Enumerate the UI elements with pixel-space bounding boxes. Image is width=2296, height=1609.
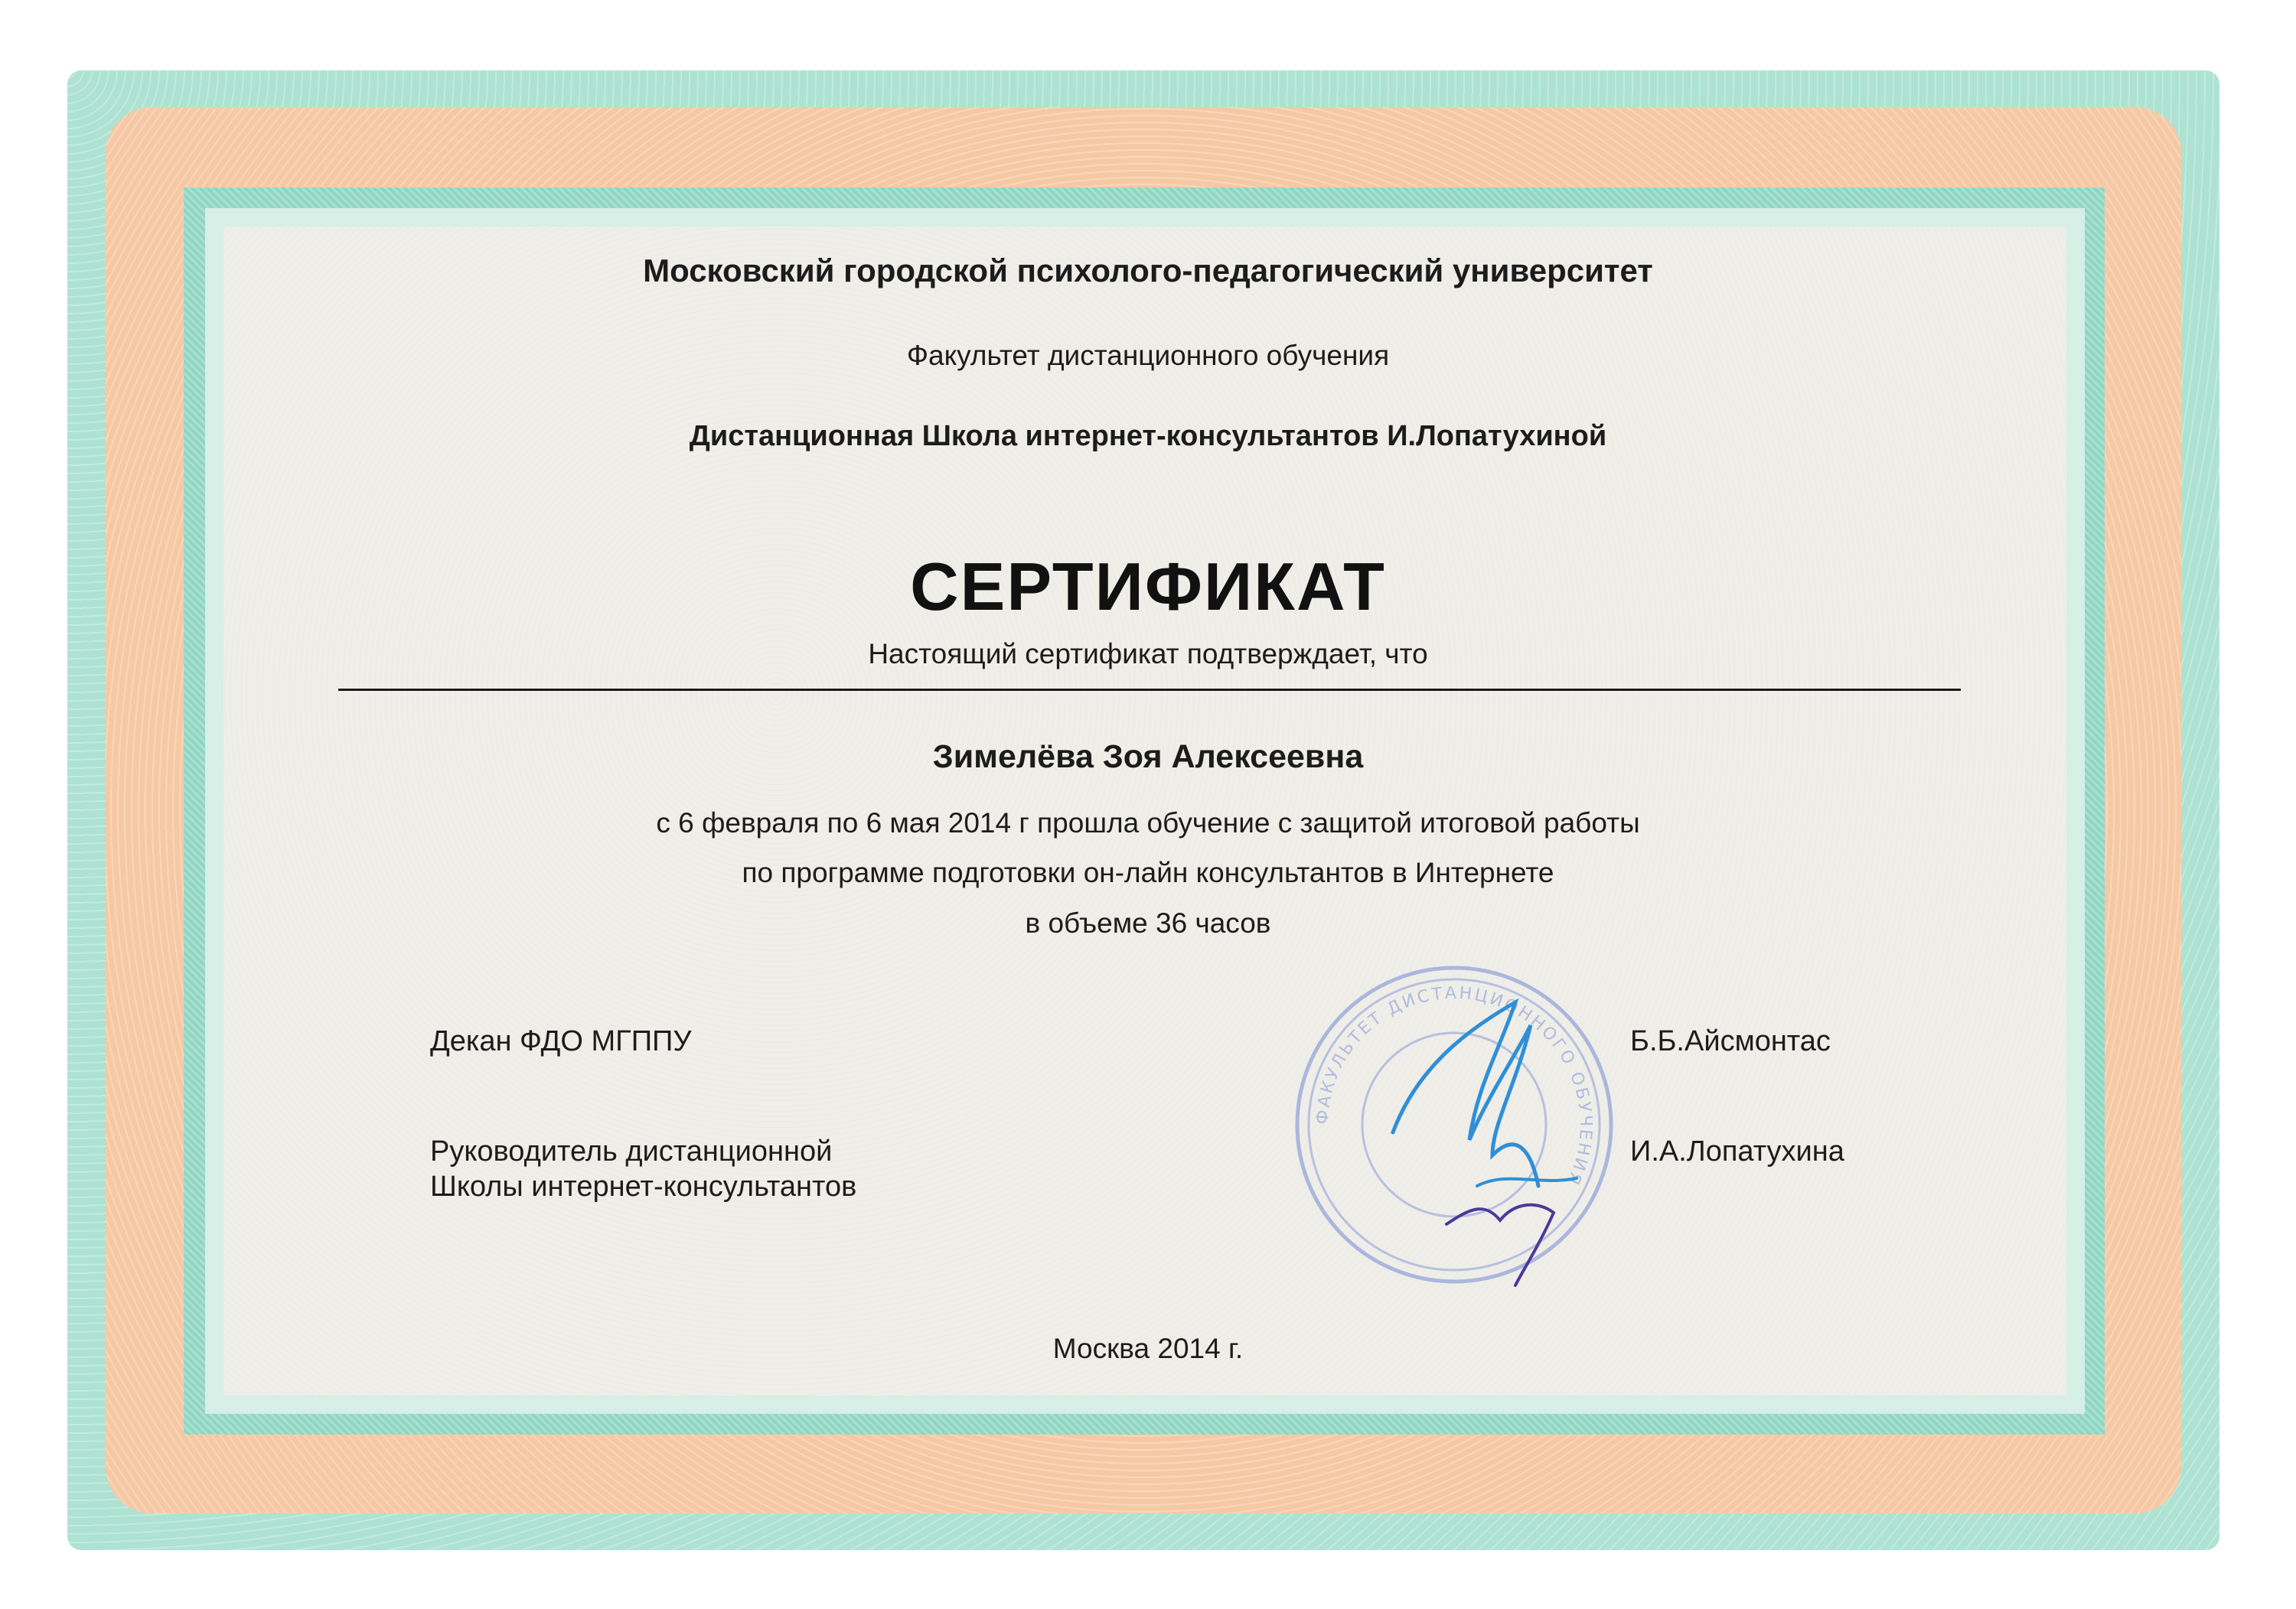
head-name: И.А.Лопатухина bbox=[1630, 1135, 1844, 1168]
place-and-year: Москва 2014 г. bbox=[1052, 1333, 1244, 1364]
signature-dean bbox=[1393, 1002, 1538, 1186]
school-name: Дистанционная Школа интернет-консультантов И.Лопатухиной bbox=[689, 420, 1607, 452]
university-name: Московский городской психолого-педагогический университет bbox=[643, 252, 1653, 288]
svg-text:ФАКУЛЬТЕТ ДИСТАНЦИОННОГО ОБУЧЕ bbox=[1313, 984, 1595, 1190]
recipient-name: Зимелёва Зоя Алексеевна bbox=[932, 738, 1364, 775]
dean-role: Декан ФДО МГППУ bbox=[430, 1025, 692, 1057]
seal-stamp bbox=[1286, 956, 1623, 1293]
dean-name: Б.Б.Айсмонтас bbox=[1630, 1025, 1831, 1057]
seal-text: ФАКУЛЬТЕТ ДИСТАНЦИОННОГО ОБУЧЕНИЯ bbox=[1313, 983, 1596, 1190]
faculty-name: Факультет дистанционного обучения bbox=[906, 340, 1390, 371]
certificate-intro: Настоящий сертификат подтверждает, что bbox=[868, 638, 1428, 669]
head-role-line-2: Школы интернет-консультантов bbox=[430, 1171, 857, 1203]
body-line-1: с 6 февраля по 6 мая 2014 г прошла обучение с защитой итоговой работы bbox=[656, 807, 1640, 839]
head-role-line-1: Руководитель дистанционной bbox=[430, 1135, 833, 1168]
body-line-2: по программе подготовки он-лайн консультантов в Интернете bbox=[742, 857, 1554, 888]
divider-line bbox=[338, 689, 1961, 691]
body-line-3: в объеме 36 часов bbox=[1025, 907, 1271, 939]
certificate-title: СЕРТИФИКАТ bbox=[910, 549, 1386, 624]
